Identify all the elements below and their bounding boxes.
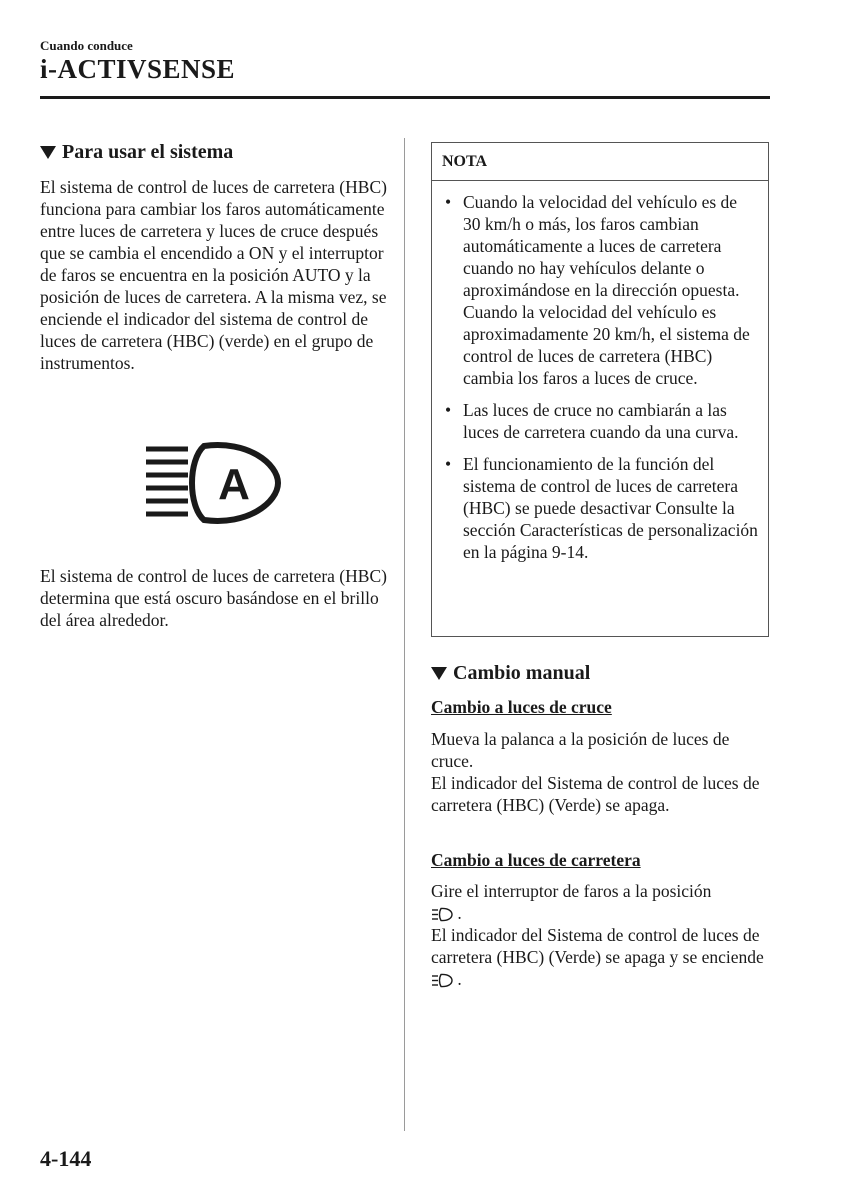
section-label: Cuando conduce (40, 38, 133, 53)
sentence-end: . (457, 969, 462, 989)
nota-item (442, 453, 758, 563)
auto-high-beam-indicator-icon (144, 440, 284, 528)
heading-para-usar (40, 141, 233, 164)
nota-list (432, 181, 768, 563)
high-beam-indicator-text (431, 924, 771, 990)
triangle-marker-icon (40, 146, 56, 159)
icon-letter: A (218, 460, 250, 509)
heading-cambio-manual (431, 662, 590, 685)
subheading-luces-cruce: Cambio a luces de cruce (431, 697, 612, 717)
low-beam-indicator-text: El indicador del Sistema de control de luces de carretera (HBC) (Verde) se apaga. (431, 773, 760, 815)
nota-item (442, 191, 758, 389)
nota-item-text: Cuando la velocidad del vehículo es aproximadamente 20 km/h, el sistema de control de luces de carretera (HBC) cambia los faros a luces de cruce. (463, 302, 750, 388)
subheading-luces-carretera: Cambio a luces de carretera (431, 850, 641, 870)
intro-paragraph: El sistema de control de luces de carretera (HBC) funciona para cambiar los faros automáticamente entre luces de carretera y luces de cruce después que se cambia el encendido a ON y el interruptor de faros se encuentra en la posición AUTO y la posición de luces de carretera. A la misma vez, se enciende el indicador del sistema de control de luces de carretera (HBC) (verde) en el grupo de instrumentos. (40, 177, 387, 373)
nota-item-text: • Cuando la velocidad del vehículo es de 30 km/h o más, los faros cambian automáticamente a luces de carretera cuando no hay vehículos delante o aproximándose en la dirección opuesta. (463, 192, 740, 300)
heading-text: Cambio manual (453, 662, 591, 684)
header-rule (40, 96, 770, 99)
detection-paragraph: El sistema de control de luces de carretera (HBC) determina que está oscuro basándose en el brillo del área alrededor. (40, 566, 387, 630)
triangle-marker-icon (431, 667, 447, 680)
page-number: 4-144 (40, 1146, 92, 1171)
high-beam-icon (431, 907, 453, 922)
high-beam-instruction (431, 880, 771, 924)
nota-item (442, 399, 758, 443)
nota-box (431, 142, 769, 637)
high-beam-icon (431, 973, 453, 988)
chapter-title: i-ACTIVSENSE (40, 54, 236, 84)
high-beam-indicator-sentence: El indicador del Sistema de control de luces de carretera (HBC) (Verde) se apaga y se enciende (431, 925, 764, 967)
column-divider (404, 138, 405, 1131)
nota-item-text: • El funcionamiento de la función del sistema de control de luces de carretera (HBC) se puede desactivar Consulte la sección Características de personalización en la página 9-14. (463, 454, 758, 562)
low-beam-instruction: Mueva la palanca a la posición de luces de cruce. (431, 729, 730, 771)
high-beam-instruction-text: Gire el interruptor de faros a la posición (431, 881, 712, 901)
nota-heading: NOTA (432, 143, 768, 181)
sentence-end: . (457, 903, 462, 923)
nota-item-text: • Las luces de cruce no cambiarán a las luces de carretera cuando da una curva. (463, 400, 739, 442)
heading-text: Para usar el sistema (62, 141, 234, 163)
